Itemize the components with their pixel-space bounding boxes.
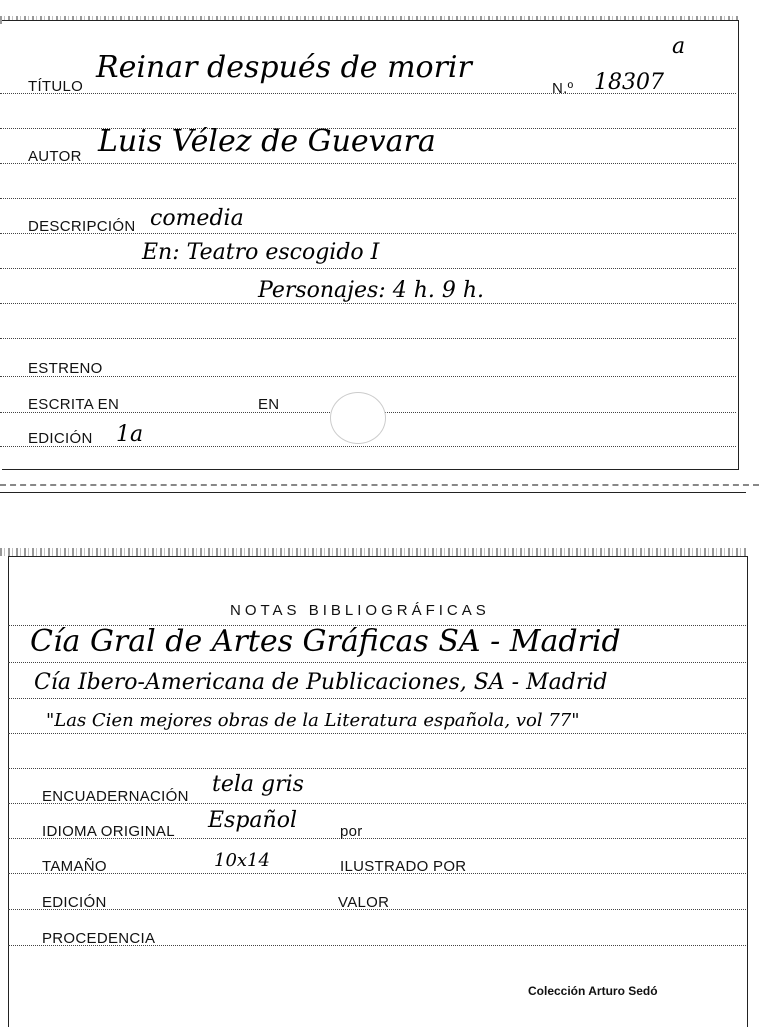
procedencia-label: PROCEDENCIA	[42, 930, 156, 947]
descripcion-line2: En: Teatro escogido I	[142, 240, 380, 265]
titulo-value: Reinar después de morir	[96, 50, 472, 85]
cut-line	[0, 484, 759, 486]
en-label: EN	[258, 396, 280, 413]
valor-label: VALOR	[338, 894, 390, 911]
rule-descripcion-3	[0, 303, 736, 304]
rule-descripcion-2	[0, 268, 736, 269]
nota-2: Cía Ibero-Americana de Publicaciones, SA - Madrid	[34, 670, 608, 695]
edicion-label-top: EDICIÓN	[28, 430, 93, 447]
descripcion-value: comedia	[150, 206, 244, 231]
descripcion-line3: Personajes: 4 h. 9 h.	[258, 278, 485, 303]
rule-edicion	[0, 446, 736, 447]
idioma-label: IDIOMA ORIGINAL	[42, 823, 175, 840]
rule-nota-2	[8, 698, 746, 699]
estreno-label: ESTRENO	[28, 360, 103, 377]
rule-nota-1	[8, 662, 746, 663]
numero-label: N.º	[552, 80, 574, 97]
titulo-label: TÍTULO	[28, 78, 84, 95]
encuadernacion-value: tela gris	[212, 772, 304, 797]
numero-value: 18307	[594, 70, 664, 95]
escrita-label: ESCRITA EN	[28, 396, 120, 413]
autor-label: AUTOR	[28, 148, 82, 165]
edicion-value-top: 1a	[116, 422, 144, 447]
collection-footer: Colección Arturo Sedó	[528, 984, 658, 998]
por-label: por	[340, 823, 363, 840]
notas-heading: NOTAS BIBLIOGRÁFICAS	[230, 602, 490, 619]
tamano-label: TAMAÑO	[42, 858, 107, 875]
encuadernacion-label: ENCUADERNACIÓN	[42, 788, 189, 805]
card-bottom-torn-edge	[0, 548, 746, 556]
nota-3: "Las Cien mejores obras de la Literatura española, vol 77"	[46, 710, 580, 731]
rule-blank-3	[0, 338, 736, 339]
autor-value: Luis Vélez de Guevara	[98, 124, 436, 159]
rule-nota-3	[8, 733, 746, 734]
numero-suffix: a	[672, 34, 686, 59]
ilustrado-label: ILUSTRADO POR	[340, 858, 467, 875]
idioma-value: Español	[208, 808, 297, 833]
nota-1: Cía Gral de Artes Gráficas SA - Madrid	[30, 624, 621, 659]
descripcion-label: DESCRIPCIÓN	[28, 218, 136, 235]
rule-estreno	[0, 376, 736, 377]
rule-autor	[0, 163, 736, 164]
rule-blank-2	[0, 198, 736, 199]
tamano-value: 10x14	[214, 850, 270, 871]
punch-hole-mark	[330, 392, 386, 444]
card-divider	[0, 492, 746, 493]
rule-blank-4	[8, 768, 746, 769]
edicion-label-bottom: EDICIÓN	[42, 894, 107, 911]
